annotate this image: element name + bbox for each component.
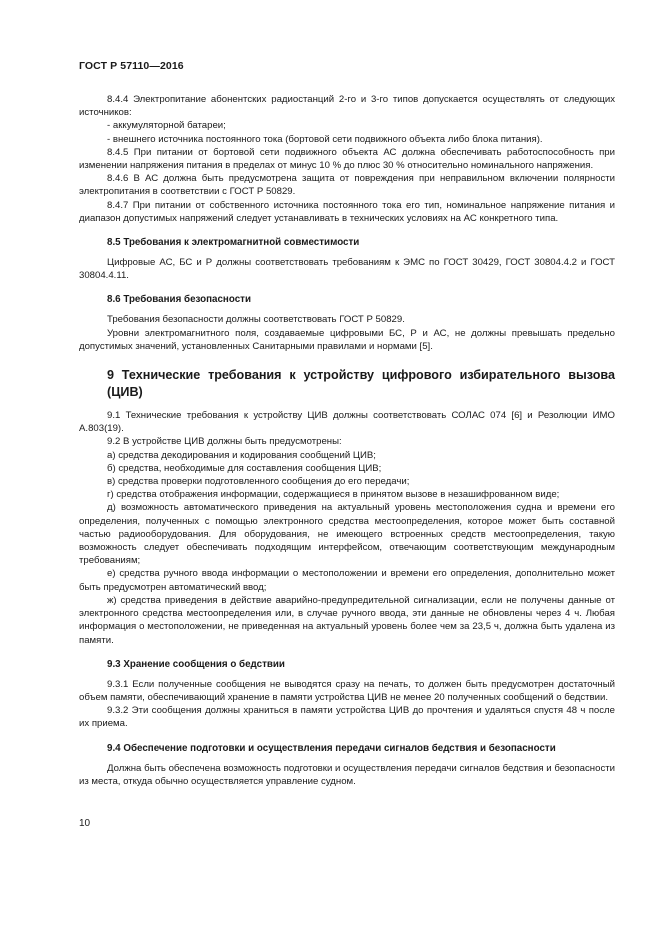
subsection-heading: 8.6 Требования безопасности xyxy=(107,294,251,306)
paragraph: 9.3.2 Эти сообщения должны храниться в памяти устройства ЦИВ до прочтения и удаляться спустя 48 ч после их приема. xyxy=(79,705,615,730)
paragraph: Требования безопасности должны соответствовать ГОСТ Р 50829. xyxy=(107,314,405,326)
subsection-heading: 9.3 Хранение сообщения о бедствии xyxy=(107,658,285,670)
paragraph: в) средства проверки подготовленного сообщения до его передачи; xyxy=(107,476,410,488)
paragraph: ж) средства приведения в действие аварийно-предупредительной сигнализации, если не получены данные от электронного средства местоопределения или, в случае ручного ввода, эти данные не обновлены через 4 ч. Любая информация о местоположении, не приведенная на актуальный уровень более чем за 23,5 ч, должна быть удалена из памяти. xyxy=(79,594,615,646)
page-number: 10 xyxy=(79,818,91,829)
paragraph: 9.2 В устройстве ЦИВ должны быть предусмотрены: xyxy=(107,436,342,448)
paragraph: Уровни электромагнитного поля, создаваемые цифровыми БС, Р и АС, не должны превышать предельно допустимых значений, установленных Санитарными правилами и нормами [5]. xyxy=(79,327,615,352)
subsection-heading: 9.4 Обеспечение подготовки и осуществления передачи сигналов бедствия и безопасности xyxy=(107,742,556,754)
section-heading: 9 Технические требования к устройству цифрового избирательного вызова (ЦИВ) xyxy=(107,368,615,399)
paragraph: г) средства отображения информации, содержащиеся в принятом вызове в незашифрованном виде; xyxy=(107,489,560,501)
paragraph: б) средства, необходимые для составления сообщения ЦИВ; xyxy=(107,462,382,474)
paragraph: а) средства декодирования и кодирования сообщений ЦИВ; xyxy=(107,449,376,461)
paragraph: 8.4.4 Электропитание абонентских радиостанций 2-го и 3-го типов допускается осуществлять от следующих источников: xyxy=(79,94,615,119)
paragraph: - аккумуляторной батареи; xyxy=(107,120,226,132)
paragraph: 8.4.7 При питании от собственного источника постоянного тока его тип, номинальное напряжение питания и диапазон допустимых напряжений следует устанавливать в технических условиях на АС конкретного типа. xyxy=(79,199,615,224)
subsection-heading: 8.5 Требования к электромагнитной совместимости xyxy=(107,237,360,249)
paragraph: е) средства ручного ввода информации о местоположении и времени его определения, дополнительно может быть предусмотрен автоматический ввод; xyxy=(79,568,615,593)
document-code-header: ГОСТ Р 57110—2016 xyxy=(79,60,184,72)
paragraph: Цифровые АС, БС и Р должны соответствовать требованиям к ЭМС по ГОСТ 30429, ГОСТ 30804.4.2 и ГОСТ 30804.4.11. xyxy=(79,257,615,282)
paragraph: 9.3.1 Если полученные сообщения не выводятся сразу на печать, то должен быть предусмотрен достаточный объем памяти, обеспечивающий хранение в памяти устройства ЦИВ не менее 20 полученных сообщений о бедствии. xyxy=(79,678,615,703)
paragraph: д) возможность автоматического приведения на актуальный уровень местоположения судна и времени его определения, полученных с помощью электронного средства местоопределения, которое может быть составной частью радиооборудования. Для оборудования, не имеющего встроенных средств местоопределения, такую возможность следует обеспечивать подходящим интерфейсом, отвечающим соответствующим международным требованиям; xyxy=(79,502,615,567)
paragraph: Должна быть обеспечена возможность подготовки и осуществления передачи сигналов бедствия и безопасности из места, откуда обычно осуществляется управление судном. xyxy=(79,762,615,787)
paragraph: 9.1 Технические требования к устройству ЦИВ должны соответствовать СОЛАС 074 [6] и Резолюции ИМО А.803(19). xyxy=(79,410,615,435)
paragraph: 8.4.6 В АС должна быть предусмотрена защита от повреждения при неправильном включении полярности электропитания в соответствии с ГОСТ Р 50829. xyxy=(79,173,615,198)
paragraph: 8.4.5 При питании от бортовой сети подвижного объекта АС должна обеспечивать работоспособность при изменении напряжения питания в пределах от минус 10 % до плюс 30 % относительно номинального напряжения. xyxy=(79,146,615,172)
document-body xyxy=(79,93,615,788)
paragraph: - внешнего источника постоянного тока (бортовой сети подвижного объекта либо блока питания). xyxy=(107,133,543,145)
